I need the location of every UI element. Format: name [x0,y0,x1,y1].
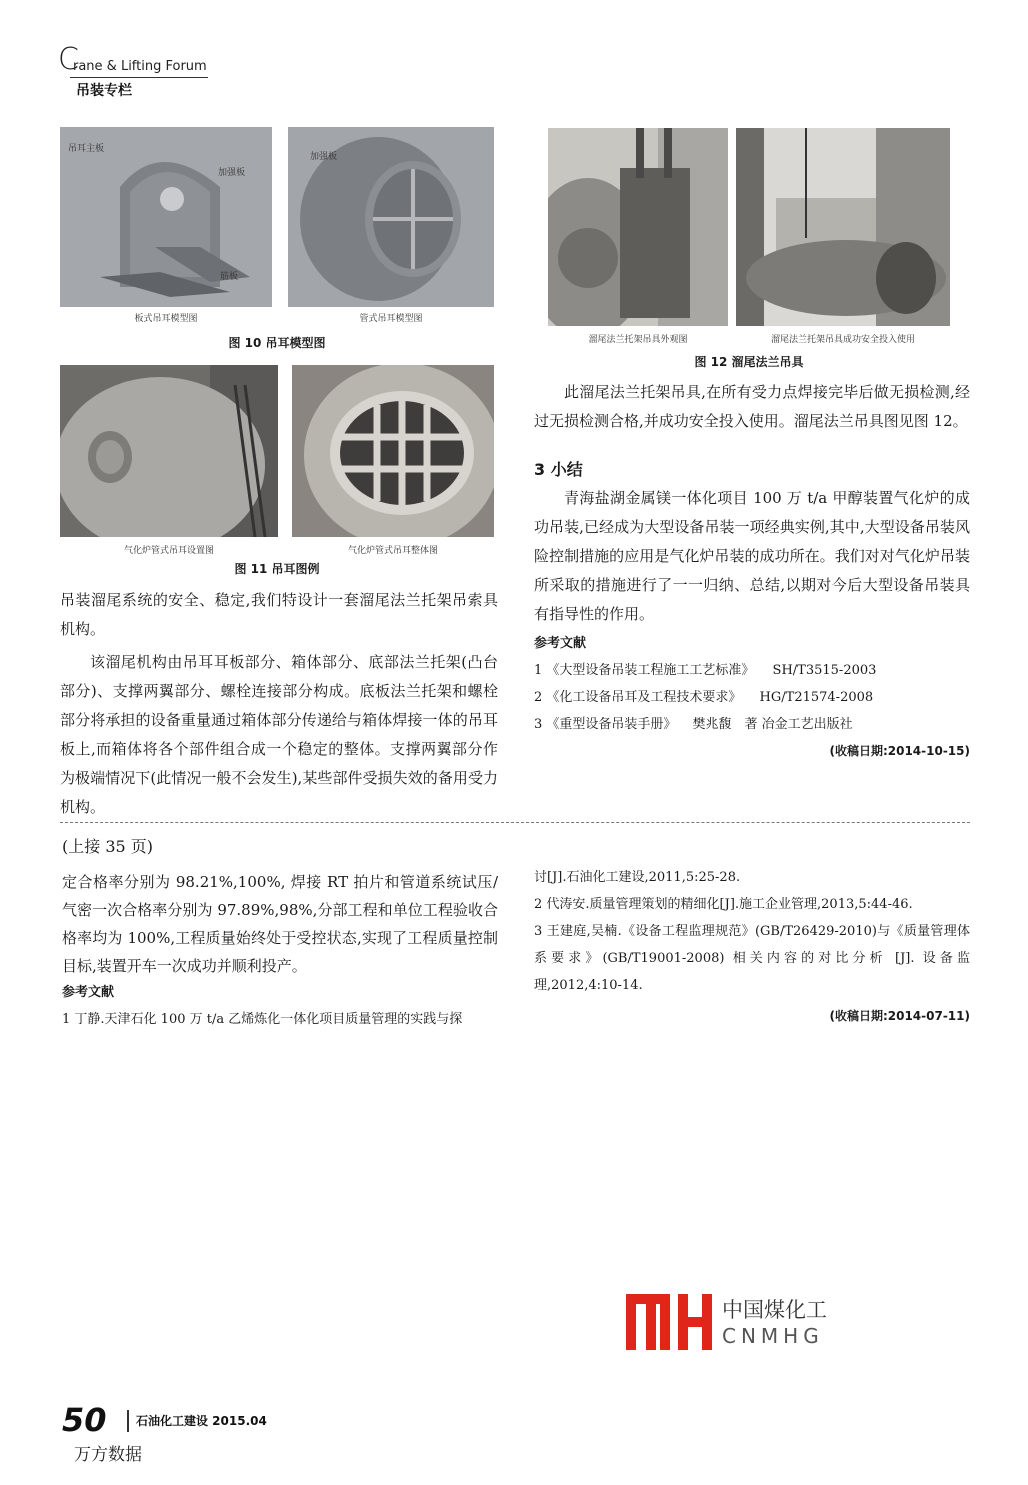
fig12-caption-left: 溜尾法兰托架吊具外观图 [588,335,688,345]
header-rule [70,77,208,78]
section-3-title: 3 小结 [534,460,583,479]
fig10-label-rib: 筋板 [220,272,239,282]
fig11-caption-left: 气化炉管式吊耳设置图 [123,546,214,556]
fig10-caption-right: 管式吊耳模型图 [359,314,423,324]
continuation-received-date: (收稿日期:2014-07-11) [829,1009,970,1023]
continuation-reference-1: 1 丁静.天津石化 100 万 t/a 乙烯炼化一体化项目质量管理的实践与探 [62,1012,463,1027]
footer-divider [127,1410,129,1432]
right-ref-2-title: 2 《化工设备吊耳及工程技术要求》 [534,690,742,705]
fig11-caption-right: 气化炉管式吊耳整体图 [347,546,438,556]
left-paragraph-1: 吊装溜尾系统的安全、稳定,我们特设计一套溜尾法兰托架吊索具机构。 [60,591,498,638]
right-paragraph-2: 青海盐湖金属镁一体化项目 100 万 t/a 甲醇装置气化炉的成功吊装,已经成为大型设备吊装一项经典实例,其中,大型设备吊装风险控制措施的应用是气化炉吊装的成功所在。我们对对气化炉吊装所采取的措施进行了一一归纳、总结,以期对今后大型设备吊装具有指导性的作用。 [534,489,970,623]
fig12-caption-right: 溜尾法兰托架吊具成功安全投入使用 [770,335,915,345]
continuation-reference-1-cont: 讨[J].石油化工建设,2011,5:25-28. [534,870,741,885]
fig12-flange-rigging-in-use-image [736,128,950,326]
fig10-label-pipe-reinforce: 加强板 [310,152,338,162]
right-received-date: (收稿日期:2014-10-15) [829,744,970,758]
right-ref-1-title: 1 《大型设备吊装工程施工工艺标准》 [534,663,755,678]
continuation-references-title: 参考文献 [62,985,115,1000]
continuation-right-column [534,864,970,1029]
fig10-caption-left: 板式吊耳模型图 [134,314,198,324]
running-header [58,42,218,100]
left-column-text [60,586,498,822]
page-number: 50 [62,1401,107,1439]
header-section: 吊装专栏 [76,83,132,99]
cnmhg-logo-mark [626,1292,716,1352]
fig12-flange-rigging-exterior-image [548,128,728,326]
right-ref-1-code: SH/T3515-2003 [772,663,877,678]
left-paragraph-2: 该溜尾机构由吊耳耳板部分、箱体部分、底部法兰托架(凸台部分)、支撑两翼部分、螺栓连接部分构成。底板法兰托架和螺栓部分将承担的设备重量通过箱体部分传递给与箱体焊接一体的吊耳板上,而箱体将各个部件组合成一个稳定的整体。支撑两翼部分作为极端情况下(此情况一般不会发生),某些部件受损失效的备用受力机构。 [60,653,498,816]
header-title: rane & Lifting Forum [73,59,207,74]
watermark-text: 万方数据 [74,1445,142,1465]
fig11-gasifier-lug-overall-image [292,365,494,537]
right-ref-3-title: 3 《重型设备吊装手册》 [534,717,677,732]
right-reference-3 [534,711,970,738]
header-initial: C [58,42,79,77]
fig11-gasifier-lug-setup-image [60,365,278,537]
continuation-left-column [62,868,498,1033]
journal-name: 石油化工建设 2015.04 [136,1414,267,1428]
fig10-label-main-plate: 吊耳主板 [68,144,105,154]
fig10-title: 图 10 吊耳模型图 [228,336,326,350]
right-reference-1 [534,657,970,684]
right-ref-2-code: HG/T21574-2008 [759,690,874,705]
fig10-plate-lug-image [60,127,272,307]
section-divider [60,822,970,823]
continuation-reference-3: 3 王建庭,吴楠.《设备工程监理规范》(GB/T26429-2010)与《质量管理体系要求》(GB/T19001-2008) 相关内容的对比分析 [J]. 设备监理,2012,4:10-14. [534,924,970,993]
fig12-title: 图 12 溜尾法兰吊具 [694,355,804,369]
right-column-text [534,378,970,764]
logo-english-name: CNMHG [722,1324,824,1348]
continued-from-label: (上接 35 页) [62,837,154,856]
right-references-title: 参考文献 [534,636,587,651]
logo-chinese-name: 中国煤化工 [722,1298,827,1322]
continuation-paragraph: 定合格率分别为 98.21%,100%, 焊接 RT 拍片和管道系统试压/气密一次合格率分别为 97.89%,98%,分部工程和单位工程验收合格率均为 100%,工程质量始终处于受控状态,实现了工程质量控制目标,装置开车一次成功并顺利投产。 [62,873,498,975]
cnmhg-logo [626,1292,846,1354]
continuation-reference-2: 2 代涛安.质量管理策划的精细化[J].施工企业管理,2013,5:44-46. [534,897,913,912]
right-ref-3-detail: 樊兆馥 著 冶金工艺出版社 [692,717,853,732]
fig10-pipe-lug-image [288,127,494,307]
right-reference-2 [534,684,970,711]
fig11-title: 图 11 吊耳图例 [234,562,320,576]
fig10-label-reinforce: 加强板 [218,168,246,178]
right-paragraph-1: 此溜尾法兰托架吊具,在所有受力点焊接完毕后做无损检测,经过无损检测合格,并成功安全投入使用。溜尾法兰吊具图见图 12。 [534,383,970,430]
